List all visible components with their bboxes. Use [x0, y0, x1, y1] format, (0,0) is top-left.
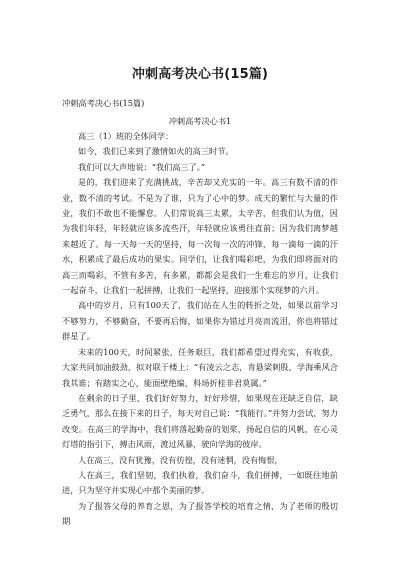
paragraph: 高中的岁月，只有100天了，我们站在人生的转折之处，如果以前学习不够努力，不够勤奋，不要再后悔，如果你为错过月亮而流泪，你也将错过群星了。: [62, 300, 338, 342]
document-title: 冲刺高考决心书(15篇): [131, 67, 269, 82]
body-text: [62, 129, 338, 530]
paragraph: 是的，我们迎来了充满挑战，辛苦却又充实的一年。高三有数不清的作业，数不清的考试。不是为了谁，只为了心中的梦。成天的繁忙与大量的作业，我们不敢也不能懈怠。人们常说高三太累，太辛苦，但我们认为值，因为我们年轻，年轻就应该多流些汗，年轻就应该勇往直前；因为我们离梦越来越近了。每一天每一天的坚持，每一次每一次的冲锋，每一滴每一滴的汗水，积累成了最后成功的果实。同学们，让我们喝彩吧，为我们即将面对的高三而喝彩，不管有多苦，有多累，都都会是我们一生难忘的岁月，让我们一起奋斗，让我们一起拼搏，让我们一起坚持，迎接那个实现梦的六月。: [62, 177, 338, 296]
section-title: 冲刺高考决心书1: [168, 116, 232, 126]
paragraph: 人在高三，我们坚韧，我们执着，我们奋斗，我们拼搏，一如既往地前进，只为坚守并实现心中那个美丽的梦。: [62, 469, 338, 496]
paragraph: 我们可以大声地说：“我们高三了。”: [78, 161, 206, 172]
paragraph: 人在高三，没有犹豫，没有彷徨，没有迷惘，没有悔恨，: [78, 454, 283, 465]
paragraph: 在剩余的日子里，我们好好努力，好好珍惜，如果现在还缺乏自信，缺乏勇气，那么在接下来的日子，每天对自己说：“我能行。”并努力尝试，努力改变。在高三的学海中，我们将落起勤奋的划桨，扬起自信的风帆，在心灵灯塔的指引下，搏击风雨，渡过风暴，驶向学海的彼岸。: [62, 392, 338, 450]
paragraph-greeting: 高三（1）班的全体同学：: [78, 131, 174, 141]
paragraph: 为了报答父母的养育之恩，为了报答学校的培育之情，为了老师的殷切期: [62, 500, 338, 527]
document-subtitle: 冲刺高考决心书(15篇): [62, 98, 145, 108]
paragraph: 如今，我们已来到了激情如火的高三时节。: [78, 146, 234, 157]
paragraph: 未来的100天，时间紧张，任务艰巨，我们都希望过得充实，有收获，大家共同加油鼓劲，拟对联于楼上：“有凌云之志，肯悬梁刺股，学海乘风合我其谁；有踏实之心，能面壁绝编，科场折桂非君莫属。”: [62, 346, 338, 388]
